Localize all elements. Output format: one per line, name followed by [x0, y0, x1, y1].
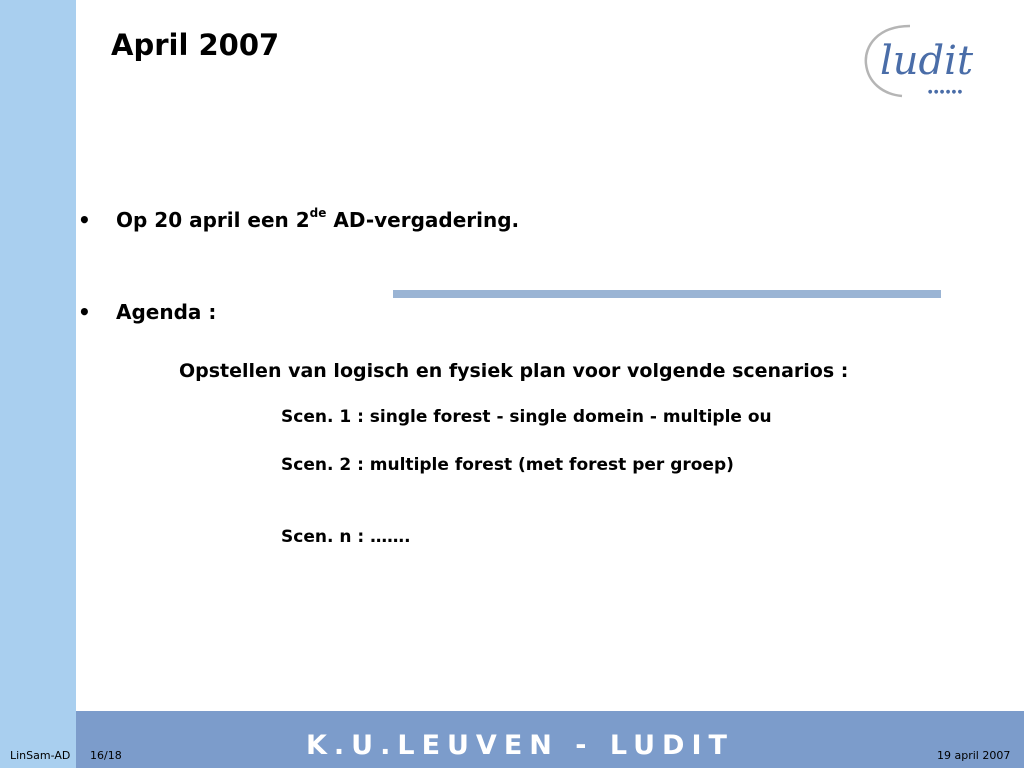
bullet-marker: • — [78, 300, 91, 324]
bullet-agenda — [78, 300, 216, 324]
bullet-meeting — [78, 208, 519, 232]
bullet-superscript: de — [309, 206, 327, 221]
footer-date: 19 april 2007 — [937, 749, 1011, 762]
ludit-logo-graphic — [862, 20, 982, 100]
footer-brand: K.U.LEUVEN - LUDIT — [306, 730, 734, 761]
bullet-text: Op 20 april een 2 — [116, 208, 310, 232]
logo-text: ludit — [880, 38, 974, 84]
left-sidebar-band — [0, 0, 76, 768]
decorative-rule — [393, 290, 941, 298]
scenario-item: Scen. 2 : multiple forest (met forest per groep) — [281, 455, 734, 475]
bullet-marker: • — [78, 208, 91, 232]
agenda-intro: Opstellen van logisch en fysiek plan voor volgende scenarios : — [179, 360, 849, 382]
scenario-item: Scen. 1 : single forest - single domein - multiple ou — [281, 407, 772, 427]
bullet-text: Agenda : — [116, 300, 217, 324]
bullet-text-after: AD-vergadering. — [326, 208, 520, 232]
ludit-logo — [862, 20, 982, 100]
footer-left-label: LinSam-AD — [10, 749, 71, 762]
scenario-item: Scen. n : ……. — [281, 527, 411, 547]
slide-title: April 2007 — [111, 28, 280, 62]
page-number: 16/18 — [90, 749, 122, 762]
logo-dots: ● ● ● ● ● ● — [928, 89, 963, 95]
